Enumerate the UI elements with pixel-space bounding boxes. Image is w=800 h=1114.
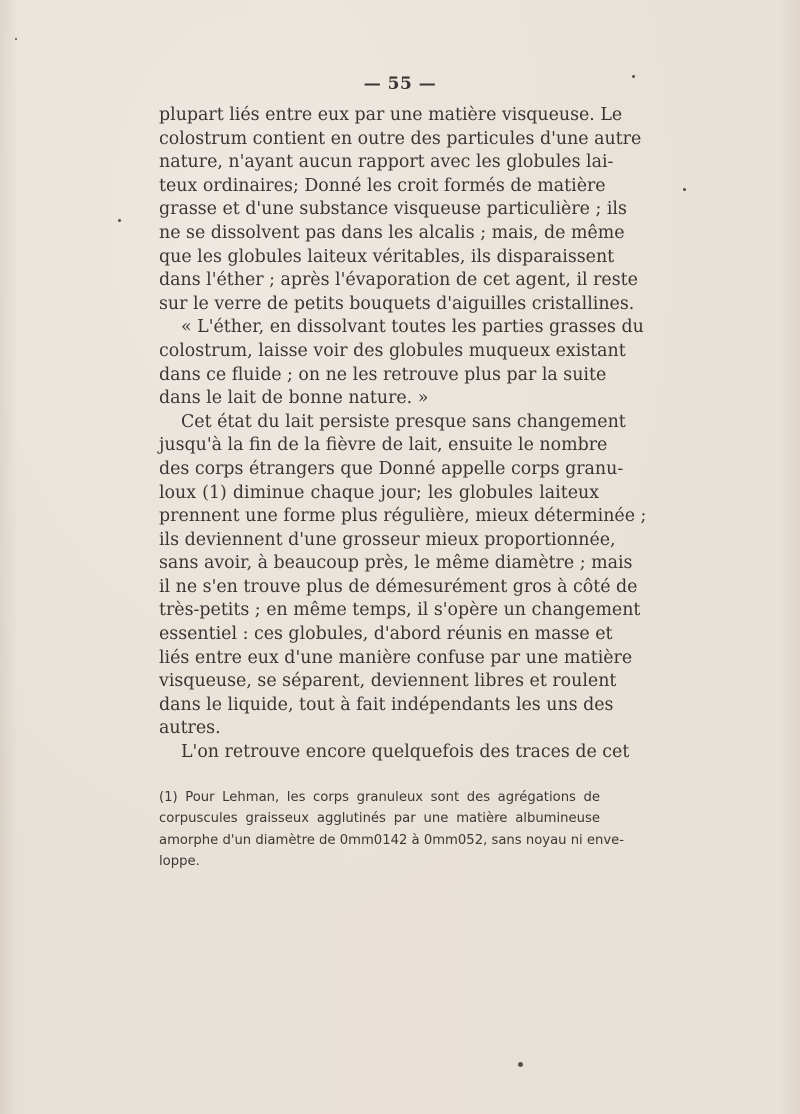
footnote-line: corpuscules graisseux agglutinés par une matière albumineuse (159, 811, 600, 827)
text-line: « L'éther, en dissolvant toutes les parties grasses du (181, 317, 644, 338)
text-line: dans l'éther ; après l'évaporation de cet agent, il reste (159, 270, 638, 291)
text-line: dans le liquide, tout à fait indépendants les uns des (159, 694, 614, 715)
ink-speck (683, 188, 686, 191)
text-line: ils deviennent d'une grosseur mieux proportionnée, (159, 529, 616, 550)
text-line: il ne s'en trouve plus de démesurément gros à côté de (159, 576, 638, 597)
text-line: des corps étrangers que Donné appelle corps granu- (159, 458, 624, 479)
text-line: nature, n'ayant aucun rapport avec les globules lai- (159, 152, 614, 173)
text-line: dans le lait de bonne nature. » (159, 388, 429, 409)
text-line: grasse et d'une substance visqueuse particulière ; ils (159, 199, 627, 220)
body-text (159, 104, 647, 765)
text-line: plupart liés entre eux par une matière visqueuse. Le (159, 105, 623, 125)
text-line: liés entre eux d'une manière confuse par une matière (159, 647, 633, 668)
paragraph (159, 316, 644, 410)
text-line: très-petits ; en même temps, il s'opère un changement (159, 600, 641, 621)
text-line: jusqu'à la fin de la fièvre de lait, ensuite le nombre (159, 435, 608, 456)
text-line: prennent une forme plus régulière, mieux déterminée ; (159, 506, 647, 527)
text-line: sur le verre de petits bouquets d'aiguilles cristallines. (159, 293, 635, 314)
text-line: essentiel : ces globules, d'abord réunis en masse et (159, 624, 613, 645)
footnote (159, 787, 625, 872)
ink-speck (15, 38, 17, 40)
text-line: dans ce fluide ; on ne les retrouve plus par la suite (159, 364, 607, 385)
paragraph (159, 104, 642, 316)
ink-speck (632, 75, 635, 78)
text-line: sans avoir, à beaucoup près, le même diamètre ; mais (159, 553, 633, 574)
text-line: visqueuse, se séparent, deviennent libres et roulent (159, 671, 617, 692)
text-line: que les globules laiteux véritables, ils disparaissent (159, 246, 615, 267)
text-line: ne se dissolvent pas dans les alcalis ; mais, de même (159, 222, 625, 243)
text-line: Cet état du lait persiste presque sans changement (181, 411, 626, 432)
ink-speck (518, 1062, 523, 1067)
text-line: autres. (159, 718, 221, 739)
paragraph (159, 411, 647, 741)
text-line: colostrum contient en outre des particules d'une autre (159, 128, 642, 149)
ink-speck (118, 219, 121, 222)
text-line: L'on retrouve encore quelquefois des traces de cet (181, 742, 630, 763)
paragraph (159, 741, 630, 765)
footnote-line: (1) Pour Lehman, les corps granuleux sont des agrégations de (159, 790, 600, 805)
text-line: loux (1) diminue chaque jour; les globules laiteux (159, 482, 599, 503)
text-line: colostrum, laisse voir des globules muqueux existant (159, 340, 626, 361)
page-number: — 55 — (363, 74, 437, 94)
footnote-line: amorphe d'un diamètre de 0mm0142 à 0mm052, sans noyau ni enve- (159, 832, 625, 848)
footnote-line: loppe. (159, 853, 200, 869)
text-line: teux ordinaires; Donné les croit formés de matière (159, 175, 606, 196)
